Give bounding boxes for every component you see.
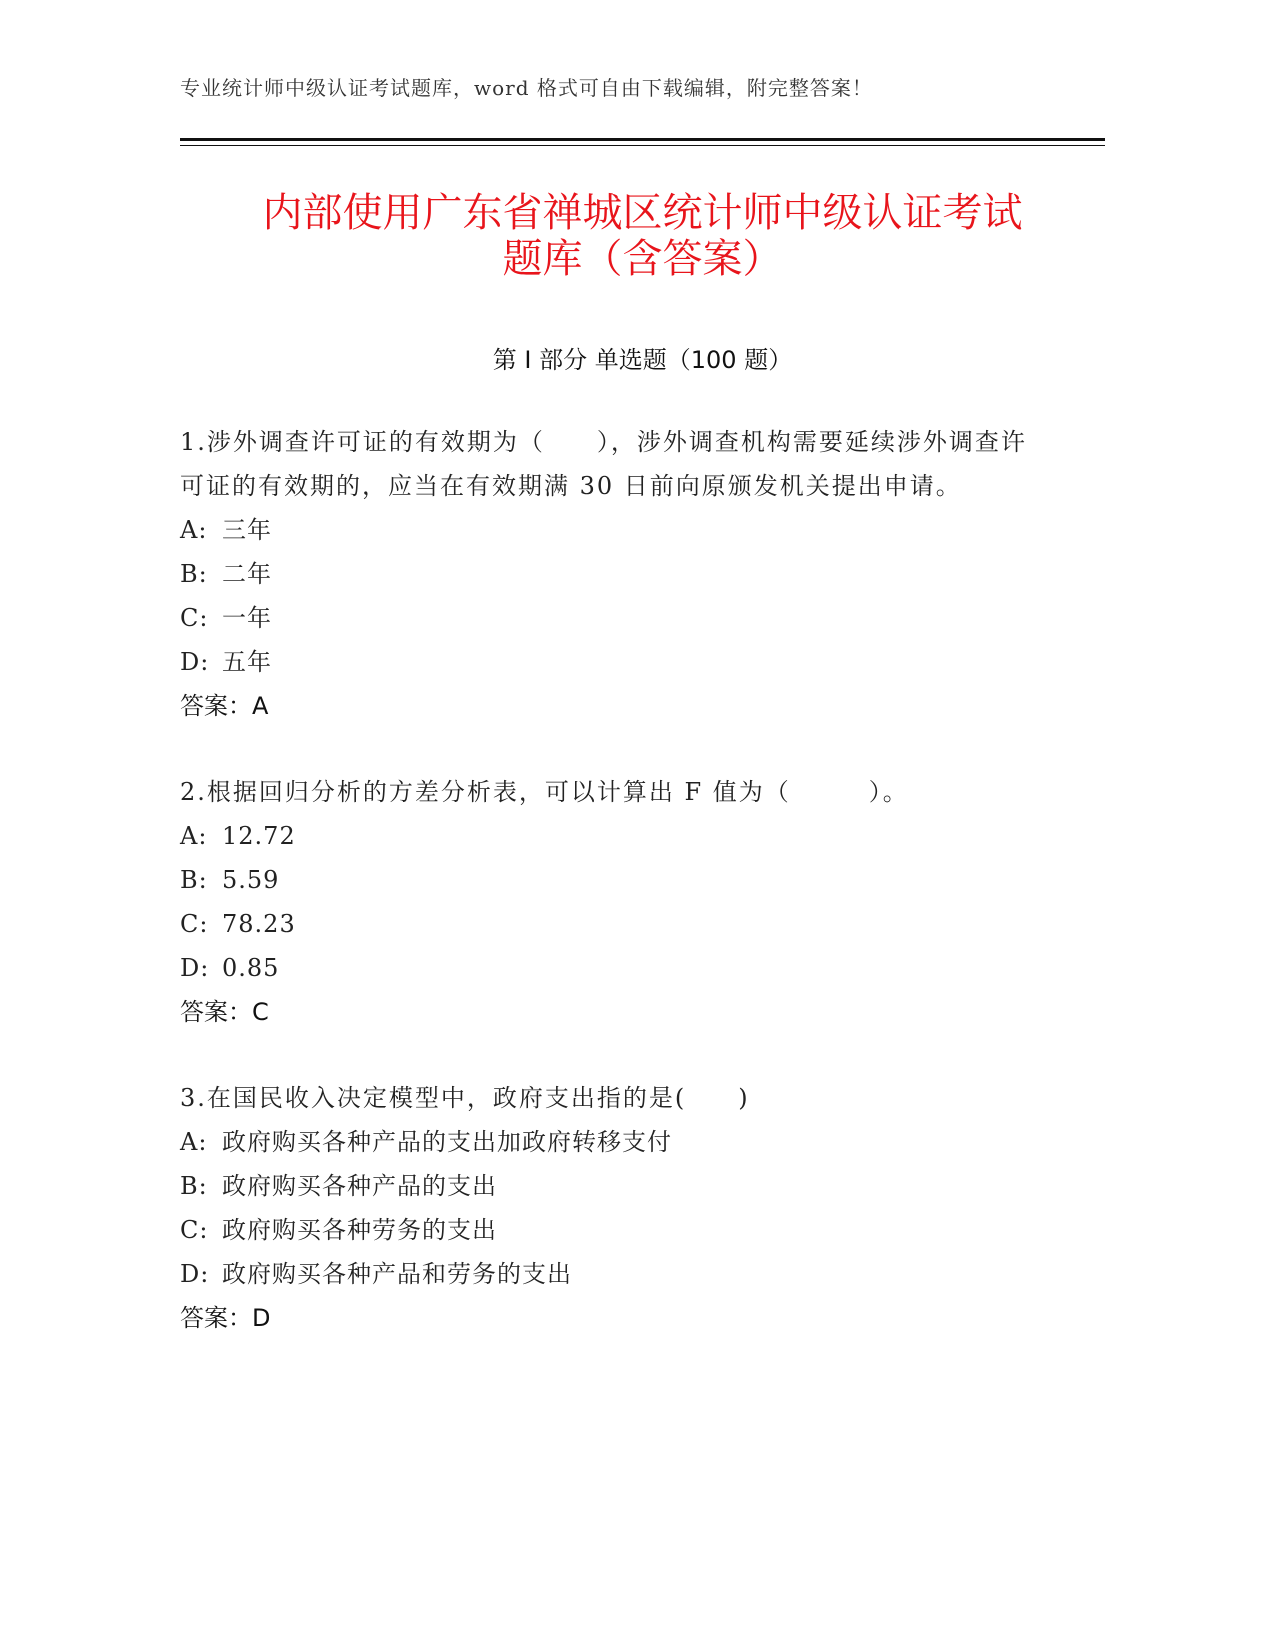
document-title <box>180 190 1105 282</box>
option-text: 12.72 <box>222 822 296 850</box>
option-letter: A: <box>180 1128 208 1156</box>
question-option <box>180 902 1040 946</box>
option-text: 5.59 <box>222 866 280 894</box>
document-title-line-2: 题库（含答案） <box>502 236 783 282</box>
question-answer: 答案：D <box>180 1304 271 1332</box>
question-option <box>180 946 1040 990</box>
header-rule-thin <box>180 145 1105 146</box>
option-letter: D: <box>180 648 210 676</box>
question-option <box>180 596 1040 640</box>
question-option <box>180 552 1040 596</box>
option-letter: D: <box>180 954 210 982</box>
option-text: 政府购买各种劳务的支出 <box>222 1216 497 1244</box>
question-item <box>180 1076 1040 1340</box>
question-option <box>180 858 1040 902</box>
question-option <box>180 1252 1040 1296</box>
option-text: 三年 <box>222 516 272 544</box>
option-letter: D: <box>180 1260 210 1288</box>
question-answer: 答案：C <box>180 998 269 1026</box>
option-letter: B: <box>180 560 208 588</box>
option-text: 二年 <box>222 560 272 588</box>
question-option <box>180 1120 1040 1164</box>
option-letter: C: <box>180 1216 209 1244</box>
question-option <box>180 1208 1040 1252</box>
option-letter: B: <box>180 866 208 894</box>
question-stem: 3.在国民收入决定模型中，政府支出指的是( ) <box>180 1084 750 1112</box>
question-option <box>180 814 1040 858</box>
option-text: 一年 <box>222 604 272 632</box>
option-text: 政府购买各种产品的支出 <box>222 1172 497 1200</box>
section-heading: 第 I 部分 单选题（100 题） <box>492 346 793 374</box>
question-option <box>180 1164 1040 1208</box>
question-item <box>180 420 1040 728</box>
page-header: 专业统计师中级认证考试题库，word 格式可自由下载编辑，附完整答案！ <box>180 76 873 100</box>
question-stem: 2.根据回归分析的方差分析表，可以计算出 F 值为（ ）。 <box>180 778 909 806</box>
option-text: 78.23 <box>222 910 296 938</box>
option-text: 政府购买各种产品和劳务的支出 <box>222 1260 572 1288</box>
option-text: 政府购买各种产品的支出加政府转移支付 <box>222 1128 672 1156</box>
question-answer: 答案：A <box>180 692 269 720</box>
option-text: 五年 <box>222 648 272 676</box>
option-letter: C: <box>180 910 209 938</box>
question-stem: 1.涉外调查许可证的有效期为（ ），涉外调查机构需要延续涉外调查许可证的有效期的，应当在有效期满 30 日前向原颁发机关提出申请。 <box>180 428 1027 500</box>
option-letter: B: <box>180 1172 208 1200</box>
option-letter: C: <box>180 604 209 632</box>
option-letter: A: <box>180 516 208 544</box>
option-letter: A: <box>180 822 208 850</box>
question-list <box>180 420 1040 1382</box>
question-option <box>180 640 1040 684</box>
document-title-line-1: 内部使用广东省禅城区统计师中级认证考试 <box>262 190 1023 236</box>
question-option <box>180 508 1040 552</box>
header-rule-thick <box>180 138 1105 141</box>
question-item <box>180 770 1040 1034</box>
option-text: 0.85 <box>222 954 280 982</box>
